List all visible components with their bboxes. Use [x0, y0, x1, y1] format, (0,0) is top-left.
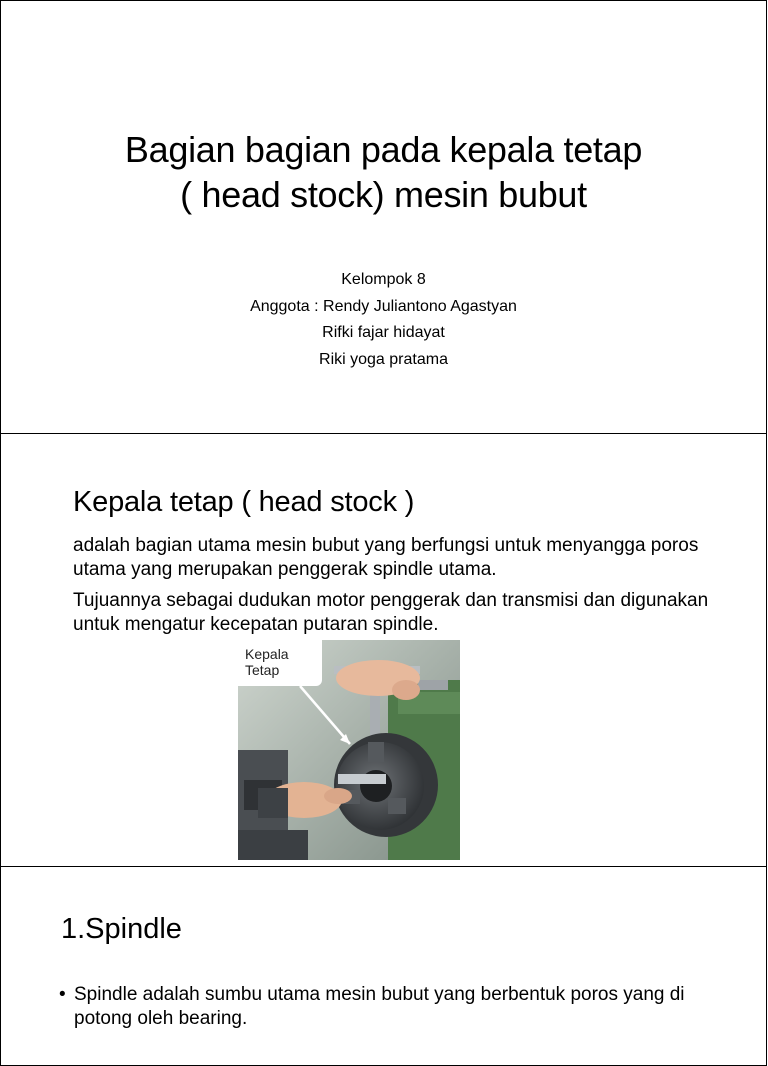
image-label-line-2: Tetap: [245, 662, 280, 678]
purpose-paragraph: Tujuannya sebagai dudukan motor penggerak dan transmisi dan digunakan untuk mengatur kecepatan putaran spindle.: [73, 590, 709, 635]
title-line-2: ( head stock) mesin bubut: [180, 174, 587, 215]
title-slide: [0, 0, 767, 434]
headstock-slide: [0, 433, 767, 867]
image-caption-label: [238, 640, 322, 686]
group-info: [1, 267, 766, 373]
lathe-headstock-photo: [238, 640, 460, 860]
title-line-1: Bagian bagian pada kepala tetap: [124, 129, 643, 170]
spindle-slide: [0, 866, 767, 1066]
member-2: Rifki fajar hidayat: [322, 324, 445, 341]
member-3: Riki yoga pratama: [319, 350, 448, 368]
presentation-title: [1, 127, 766, 217]
member-1: Anggota : Rendy Juliantono Agastyan: [250, 297, 517, 315]
bullet-text: Spindle adalah sumbu utama mesin bubut yang berbentuk poros yang di potong oleh bearing.: [74, 984, 685, 1029]
slide-heading: 1.Spindle: [61, 913, 182, 945]
slide-heading: Kepala tetap ( head stock ): [73, 486, 415, 518]
bullet-icon: •: [59, 984, 66, 1005]
definition-paragraph: adalah bagian utama mesin bubut yang berfungsi untuk menyangga poros utama yang merupakan penggerak spindle utama.: [73, 535, 699, 580]
group-name: Kelompok 8: [341, 271, 426, 288]
image-label-line-1: Kepala: [245, 646, 289, 662]
